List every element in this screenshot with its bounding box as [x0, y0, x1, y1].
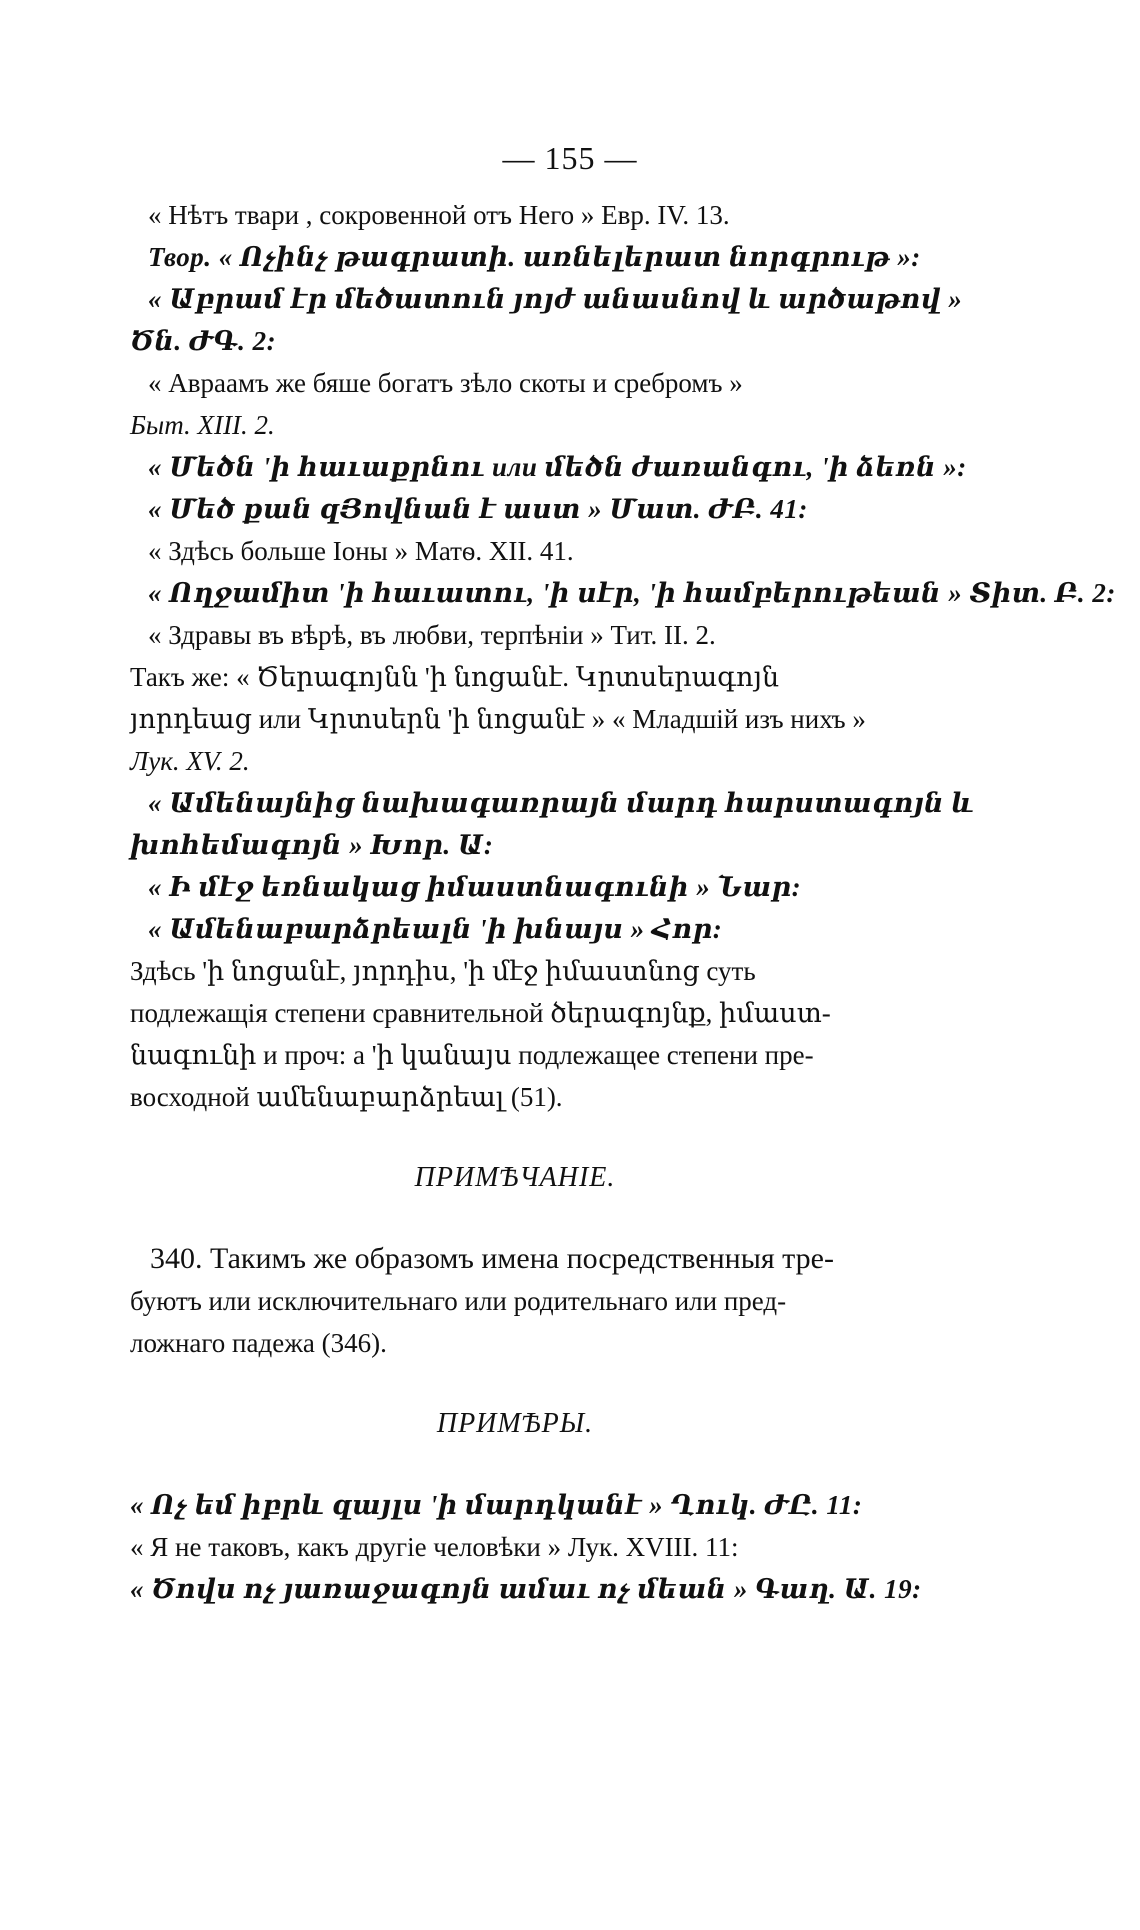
- text-line: « Մեծն 'ի հաւաքրնու или մեծն ժառանգու, 'ի ձեռն »:: [148, 452, 967, 482]
- text-line: восходной ամենաբարձրեալ (51).: [130, 1082, 563, 1112]
- text-line: Быт. XIII. 2.: [130, 410, 275, 440]
- text-line: յորդեաց или Կրտսերն 'ի նոցանէ » « Младшій изъ нихъ »: [130, 704, 866, 734]
- text-line: « Աբրամ էր մեծատուն յոյժ անասնով և արծաթով »: [148, 284, 963, 314]
- text-line: « Մեծ քան զՅովնան է աստ » Մատ. ԺԲ. 41:: [148, 494, 808, 524]
- page-number: — 155 —: [502, 140, 638, 176]
- text-line: « Ողջամիտ 'ի հաւատու, 'ի սէր, 'ի համբերութեան » Տիտ. Բ. 2:: [148, 578, 1116, 608]
- section-heading-note: ПРИМѢЧАНІЕ.: [414, 1162, 616, 1193]
- text-line: ложнаго падежа (346).: [130, 1328, 387, 1358]
- text-line: « Ամենայնից նախագառրայն մարդ հարստագոյն և: [148, 788, 975, 818]
- text-line: подлежащія степени сравнительной ծերագոյնք, իմաստ-: [130, 998, 831, 1028]
- section-heading-examples: ПРИМѢРЫ.: [436, 1408, 594, 1439]
- text-line: Такъ же: « Ծերագոյնն 'ի նոցանէ. Կրտսերագոյն: [130, 662, 780, 692]
- text-line: буютъ или исключительнаго или родительнаго или пред-: [130, 1286, 787, 1316]
- text-line: Здѣсь 'ի նոցանէ, յորդիս, 'ի մէջ իմաստնոց суть: [130, 956, 756, 986]
- text-line: « Авраамъ же бяше богатъ зѣло скоты и сребромъ »: [148, 368, 743, 398]
- text-line: Ծն. ԺԳ. 2:: [130, 326, 277, 356]
- text-line: խոհեմագոյն » Խոր. Ա:: [130, 830, 494, 860]
- text-line: 340. Такимъ же образомъ имена посредственныя тре-: [150, 1242, 834, 1275]
- text-line: « Нѣтъ твари , сокровенной отъ Него » Евр. IV. 13.: [148, 200, 730, 230]
- text-line: « Ոչ եմ իբրև զայլս 'ի մարդկանէ » Ղուկ. ԺԸ. 11:: [130, 1490, 863, 1520]
- text-line: « Ի մէջ եռնակաց իմաստնագունի » Նար:: [148, 872, 802, 902]
- text-line: « Здѣсь больше Іоны » Матѳ. XII. 41.: [148, 536, 574, 566]
- text-line: « Я не таковъ, какъ другіе человѣки » Лук. XVIII. 11:: [130, 1532, 739, 1562]
- text-line: « Ծովս ոչ յառաջագոյն ամաւ ոչ մեան » Գաղ. Ա. 19:: [130, 1574, 922, 1604]
- text-line: « Здравы въ вѣрѣ, въ любви, терпѣніи » Тит. II. 2.: [148, 620, 716, 650]
- text-line: Лук. XV. 2.: [130, 746, 250, 776]
- text-line: « Ամենաբարձրեալն 'ի խնայս » Հոր:: [148, 914, 723, 944]
- text-line: Твор. « Ոչինչ թագրատի. առնելերատ նորգրութ »:: [148, 242, 921, 272]
- text-line: նագունի и проч: а 'ի կանայս подлежащее степени пре-: [130, 1040, 814, 1070]
- main-text-block: [130, 194, 1116, 1610]
